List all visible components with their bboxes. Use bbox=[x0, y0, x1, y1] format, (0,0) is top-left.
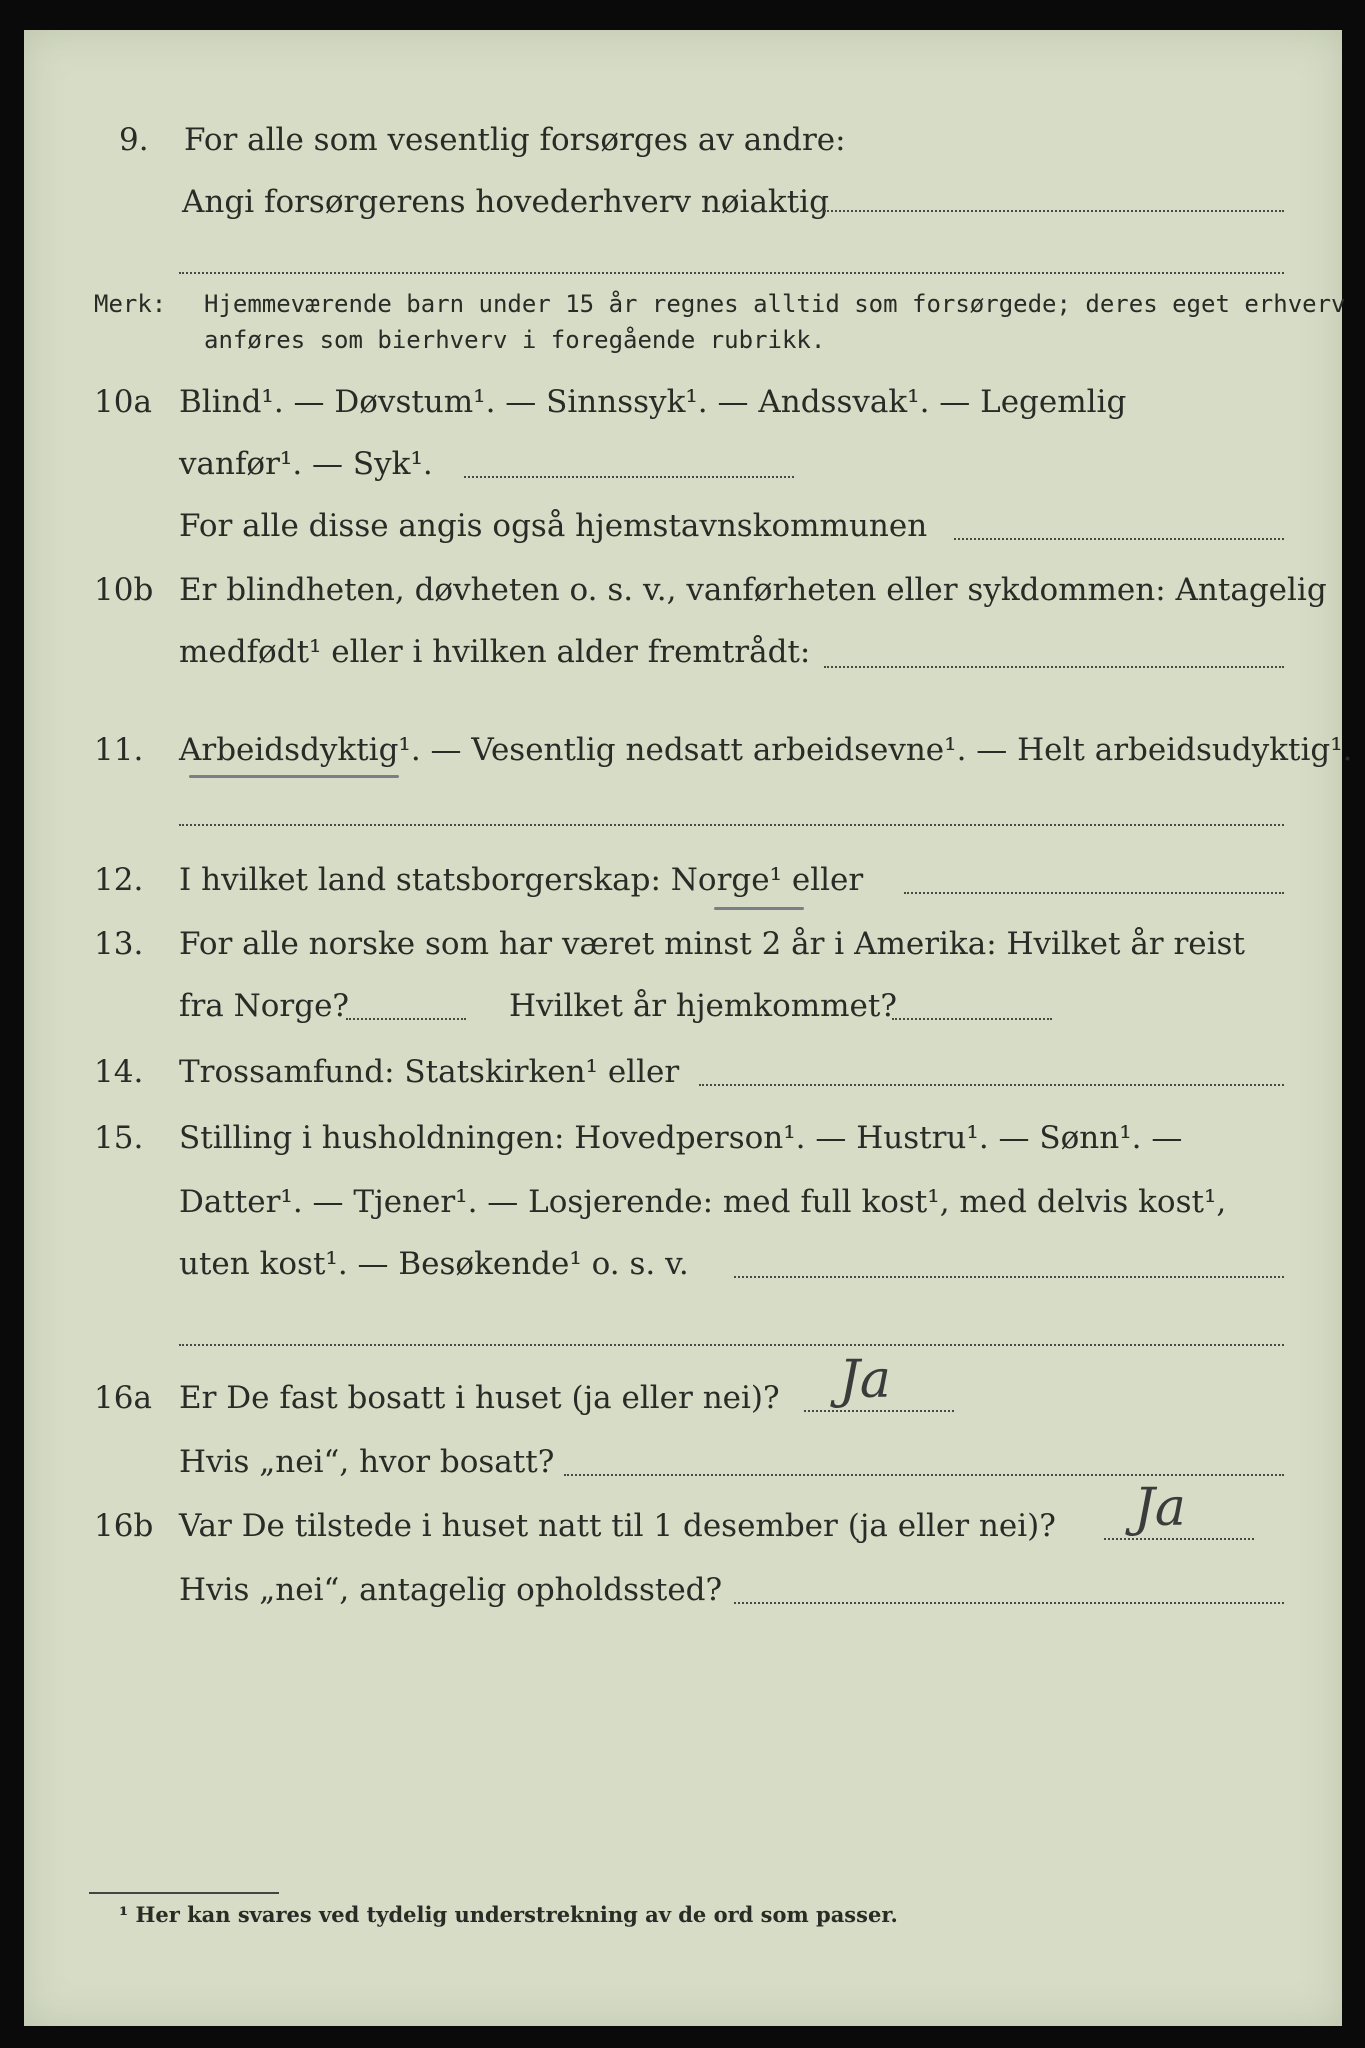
footnote-rule bbox=[89, 1892, 279, 1894]
q9-answer-line2[interactable] bbox=[179, 272, 1284, 274]
q10a-syk-answer-line[interactable] bbox=[464, 476, 794, 478]
q12-text: I hvilket land statsborgerskap: Norge¹ eller bbox=[179, 862, 864, 898]
q11-text: Arbeidsdyktig¹. — Vesentlig nedsatt arbeidsevne¹. — Helt arbeidsudyktig¹. bbox=[179, 732, 1353, 768]
q14-text: Trossamfund: Statskirken¹ eller bbox=[179, 1054, 680, 1090]
q13-text: For alle norske som har været minst 2 år i Amerika: Hvilket år reist bbox=[179, 926, 1245, 962]
q16a-bosatt-answer-line[interactable] bbox=[564, 1474, 1284, 1476]
q15-line2 bbox=[24, 1172, 1342, 1232]
q12-answer-line[interactable] bbox=[904, 892, 1284, 894]
q13-text2a: fra Norge? bbox=[179, 988, 350, 1024]
q9-number: 9. bbox=[119, 122, 149, 158]
q10b-answer-line[interactable] bbox=[824, 666, 1284, 668]
q13-line1 bbox=[24, 914, 1342, 974]
q15-text: Stilling i husholdningen: Hovedperson¹. — Hustru¹. — Sønn¹. — bbox=[179, 1120, 1183, 1156]
merk-line1 bbox=[94, 286, 1346, 322]
q16b-handwritten-answer: Ja bbox=[1134, 1478, 1186, 1538]
q14-answer-line[interactable] bbox=[699, 1084, 1284, 1086]
q11-answer-line[interactable] bbox=[179, 824, 1284, 826]
q15-text2: Datter¹. — Tjener¹. — Losjerende: med full kost¹, med delvis kost¹, bbox=[179, 1184, 1227, 1220]
q12-underline-mark bbox=[714, 907, 804, 910]
q15-answer-line2[interactable] bbox=[179, 1344, 1284, 1346]
q10b-number: 10b bbox=[94, 572, 154, 608]
q10a-text2: vanfør¹. — Syk¹. bbox=[179, 446, 433, 482]
q10a-text: Blind¹. — Døvstum¹. — Sinnssyk¹. — Andssvak¹. — Legemlig bbox=[179, 384, 1127, 420]
q16a-line1 bbox=[24, 1368, 1342, 1428]
q16a-number: 16a bbox=[94, 1380, 152, 1416]
merk-text2: anføres som bierhverv i foregående rubrikk. bbox=[204, 326, 826, 354]
q9-line2 bbox=[24, 172, 1342, 232]
q13-line2 bbox=[24, 976, 1342, 1036]
q10b-text2: medfødt¹ eller i hvilken alder fremtrådt: bbox=[179, 634, 811, 670]
q14-line1 bbox=[24, 1042, 1342, 1102]
q9-text2: Angi forsørgerens hovederhverv nøiaktig bbox=[182, 184, 829, 220]
q16a-answer-line[interactable] bbox=[804, 1410, 954, 1412]
q15-text3: uten kost¹. — Besøkende¹ o. s. v. bbox=[179, 1246, 689, 1282]
q16b-number: 16b bbox=[94, 1508, 154, 1544]
q9-text: For alle som vesentlig forsørges av andre: bbox=[184, 122, 846, 158]
q9-line1 bbox=[24, 110, 1342, 170]
q10a-line2 bbox=[24, 434, 1342, 494]
q10b-line1 bbox=[24, 560, 1342, 620]
q10a-kommune-answer-line[interactable] bbox=[954, 538, 1284, 540]
q10b-line2 bbox=[24, 622, 1342, 682]
q13-hjemkommet-answer-line[interactable] bbox=[892, 1018, 1052, 1020]
q11-number: 11. bbox=[94, 732, 144, 768]
merk-text1: Hjemmeværende barn under 15 år regnes alltid som forsørgede; deres eget erhverv bbox=[204, 290, 1346, 318]
q14-number: 14. bbox=[94, 1054, 144, 1090]
q10a-line3 bbox=[24, 496, 1342, 556]
census-form-page bbox=[24, 30, 1353, 2026]
q11-line1 bbox=[24, 720, 1353, 780]
q12-number: 12. bbox=[94, 862, 144, 898]
q16b-opholdssted-answer-line[interactable] bbox=[734, 1602, 1284, 1604]
merk-label: Merk: bbox=[94, 290, 167, 318]
q16b-line2 bbox=[24, 1560, 1342, 1620]
q16a-handwritten-answer: Ja bbox=[839, 1350, 891, 1410]
q11-underline-mark bbox=[189, 775, 399, 778]
q10a-number: 10a bbox=[94, 384, 152, 420]
q16a-text2: Hvis „nei“, hvor bosatt? bbox=[179, 1444, 555, 1480]
q12-line1 bbox=[24, 850, 1342, 910]
q15-answer-line[interactable] bbox=[734, 1276, 1284, 1278]
q15-number: 15. bbox=[94, 1120, 144, 1156]
q10a-line1 bbox=[24, 372, 1342, 432]
q9-answer-line[interactable] bbox=[824, 210, 1284, 212]
q13-reist-answer-line[interactable] bbox=[346, 1018, 466, 1020]
q10a-text3: For alle disse angis også hjemstavnskommunen bbox=[179, 508, 928, 544]
q13-number: 13. bbox=[94, 926, 144, 962]
q16b-answer-line[interactable] bbox=[1104, 1538, 1254, 1540]
q10b-text: Er blindheten, døvheten o. s. v., vanførheten eller sykdommen: Antagelig bbox=[179, 572, 1327, 608]
q16a-text: Er De fast bosatt i huset (ja eller nei)? bbox=[179, 1380, 780, 1416]
q15-line3 bbox=[24, 1234, 1342, 1294]
footnote: ¹ Her kan svares ved tydelig understrekning av de ord som passer. bbox=[119, 1902, 898, 1927]
q15-line1 bbox=[24, 1108, 1342, 1168]
q16b-text2: Hvis „nei“, antagelig opholdssted? bbox=[179, 1572, 723, 1608]
q16b-text: Var De tilstede i huset natt til 1 desember (ja eller nei)? bbox=[179, 1508, 1056, 1544]
q13-text2b: Hvilket år hjemkommet? bbox=[509, 988, 897, 1024]
